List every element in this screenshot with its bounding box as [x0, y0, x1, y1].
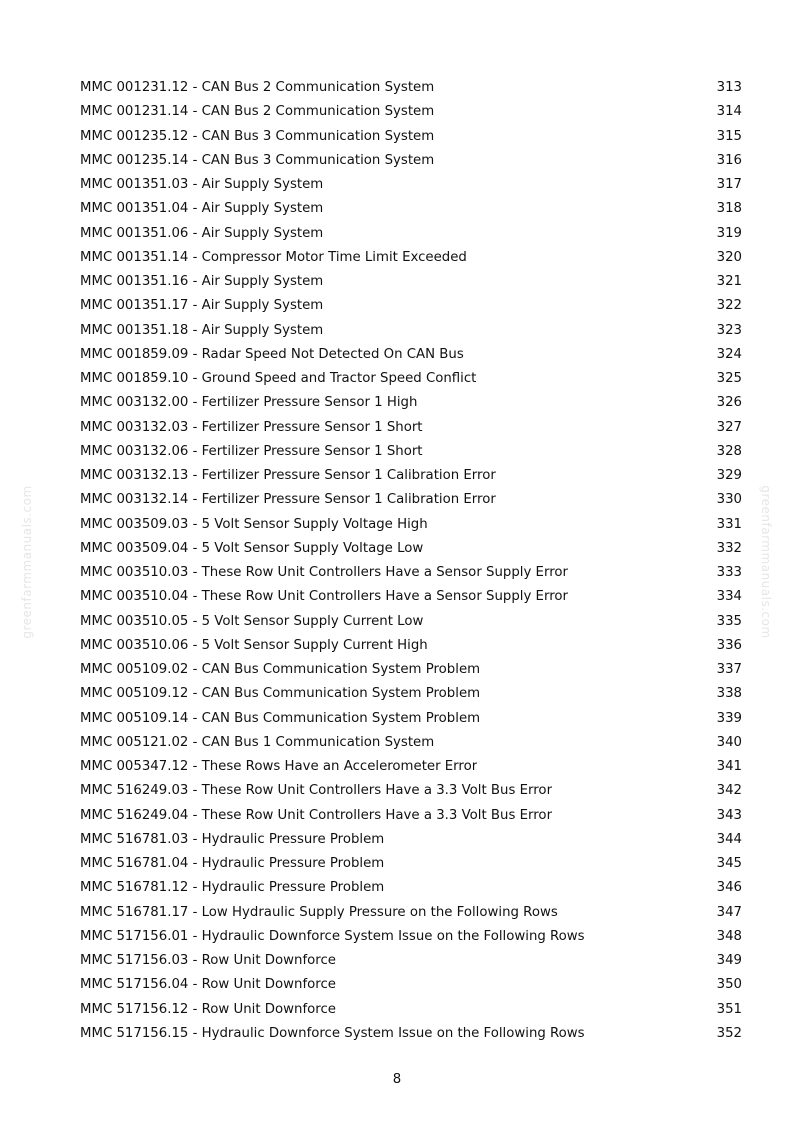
toc-entry-page: 318: [716, 201, 742, 217]
toc-entry[interactable]: [80, 634, 742, 658]
toc-entry-title: MMC 003509.03 - 5 Volt Sensor Supply Voltage High: [80, 516, 428, 532]
toc-entry[interactable]: [80, 464, 742, 488]
toc-entry[interactable]: [80, 876, 742, 900]
toc-entry[interactable]: [80, 901, 742, 925]
toc-entry-title: MMC 516781.17 - Low Hydraulic Supply Pressure on the Following Rows: [80, 904, 558, 920]
toc-entry-title: MMC 516249.04 - These Row Unit Controllers Have a 3.3 Volt Bus Error: [80, 807, 553, 823]
toc-entry[interactable]: [80, 973, 742, 997]
toc-entry-page: 323: [716, 322, 742, 338]
toc-entry[interactable]: [80, 246, 742, 270]
toc-entry-title: MMC 005109.02 - CAN Bus Communication System Problem: [80, 662, 481, 678]
watermark-left: greenfarmmanuals.com: [20, 485, 34, 639]
toc-entry[interactable]: [80, 852, 742, 876]
toc-entry[interactable]: [80, 440, 742, 464]
toc-entry-title: MMC 003132.13 - Fertilizer Pressure Sensor 1 Calibration Error: [80, 468, 496, 484]
toc-entry-page: 329: [716, 468, 742, 484]
toc-entry-page: 328: [716, 443, 742, 459]
toc-entry-page: 339: [716, 710, 742, 726]
toc-entry-page: 331: [716, 516, 742, 532]
toc-entry-title: MMC 517156.04 - Row Unit Downforce: [80, 977, 336, 993]
toc-entry-title: MMC 001351.14 - Compressor Motor Time Limit Exceeded: [80, 249, 467, 265]
toc-entry[interactable]: [80, 343, 742, 367]
toc-entry-title: MMC 001351.04 - Air Supply System: [80, 201, 324, 217]
toc-entry-page: 348: [716, 928, 742, 944]
toc-entry-title: MMC 003132.03 - Fertilizer Pressure Sensor 1 Short: [80, 419, 423, 435]
page-number: 8: [392, 1072, 402, 1087]
toc-entry[interactable]: [80, 804, 742, 828]
toc-entry-page: 342: [716, 783, 742, 799]
toc-entry[interactable]: [80, 319, 742, 343]
toc-entry-title: MMC 003510.04 - These Row Unit Controllers Have a Sensor Supply Error: [80, 589, 568, 605]
toc-entry-page: 343: [716, 807, 742, 823]
toc-entry-page: 346: [716, 880, 742, 896]
toc-entry[interactable]: [80, 149, 742, 173]
toc-entry-title: MMC 001235.12 - CAN Bus 3 Communication System: [80, 128, 435, 144]
toc-entry-page: 325: [716, 371, 742, 387]
toc-entry[interactable]: [80, 488, 742, 512]
toc-entry-page: 319: [716, 225, 742, 241]
toc-entry-page: 351: [716, 1001, 742, 1017]
toc-entry[interactable]: [80, 949, 742, 973]
toc-entry-page: 347: [716, 904, 742, 920]
toc-entry-page: 338: [716, 686, 742, 702]
toc-entry-page: 344: [716, 831, 742, 847]
toc-entry[interactable]: [80, 707, 742, 731]
toc-entry[interactable]: [80, 100, 742, 124]
toc-entry-title: MMC 003509.04 - 5 Volt Sensor Supply Voltage Low: [80, 540, 424, 556]
toc-entry-page: 320: [716, 249, 742, 265]
toc-entry-page: 335: [716, 613, 742, 629]
toc-entry-title: MMC 003510.05 - 5 Volt Sensor Supply Current Low: [80, 613, 424, 629]
toc-entry-page: 322: [716, 298, 742, 314]
toc-entry-page: 333: [716, 565, 742, 581]
toc-entry-title: MMC 516781.12 - Hydraulic Pressure Problem: [80, 880, 385, 896]
toc-entry[interactable]: [80, 779, 742, 803]
toc-entry-title: MMC 005347.12 - These Rows Have an Accelerometer Error: [80, 759, 478, 775]
toc-entry[interactable]: [80, 731, 742, 755]
toc-entry[interactable]: [80, 658, 742, 682]
toc-entry-page: 352: [716, 1025, 742, 1041]
toc-entry-title: MMC 001351.03 - Air Supply System: [80, 177, 324, 193]
toc-entry-page: 337: [716, 662, 742, 678]
toc-entry-title: MMC 001351.16 - Air Supply System: [80, 274, 324, 290]
toc-entry[interactable]: [80, 197, 742, 221]
toc-entry[interactable]: [80, 416, 742, 440]
toc-entry-title: MMC 003132.06 - Fertilizer Pressure Sensor 1 Short: [80, 443, 423, 459]
toc-entry-page: 341: [716, 759, 742, 775]
toc-entry[interactable]: [80, 585, 742, 609]
toc-entry-page: 326: [716, 395, 742, 411]
toc-entry[interactable]: [80, 391, 742, 415]
toc-entry-page: 327: [716, 419, 742, 435]
toc-entry-title: MMC 005109.12 - CAN Bus Communication System Problem: [80, 686, 481, 702]
toc-entry[interactable]: [80, 367, 742, 391]
toc-entry[interactable]: [80, 222, 742, 246]
toc-entry[interactable]: [80, 1022, 742, 1046]
toc-entry-title: MMC 001859.10 - Ground Speed and Tractor Speed Conflict: [80, 371, 477, 387]
toc-entry-title: MMC 001231.12 - CAN Bus 2 Communication System: [80, 80, 435, 96]
toc-entry-title: MMC 003510.06 - 5 Volt Sensor Supply Current High: [80, 637, 428, 653]
toc-entry-title: MMC 001231.14 - CAN Bus 2 Communication System: [80, 104, 435, 120]
toc-entry-title: MMC 001351.17 - Air Supply System: [80, 298, 324, 314]
toc-entry[interactable]: [80, 270, 742, 294]
toc-entry-page: 345: [716, 856, 742, 872]
toc-entry-title: MMC 517156.01 - Hydraulic Downforce System Issue on the Following Rows: [80, 928, 585, 944]
toc-entry[interactable]: [80, 998, 742, 1022]
toc-entry-title: MMC 003132.14 - Fertilizer Pressure Sensor 1 Calibration Error: [80, 492, 496, 508]
toc-entry-page: 324: [716, 346, 742, 362]
toc-entry-title: MMC 005121.02 - CAN Bus 1 Communication System: [80, 734, 435, 750]
toc-entry-title: MMC 516781.03 - Hydraulic Pressure Problem: [80, 831, 385, 847]
toc-entry-title: MMC 517156.12 - Row Unit Downforce: [80, 1001, 336, 1017]
toc-entry-page: 332: [716, 540, 742, 556]
toc-entry[interactable]: [80, 173, 742, 197]
toc-entry-title: MMC 001351.06 - Air Supply System: [80, 225, 324, 241]
toc-entry-page: 315: [716, 128, 742, 144]
toc-entry-page: 313: [716, 80, 742, 96]
toc-entry-title: MMC 001351.18 - Air Supply System: [80, 322, 324, 338]
toc-entry[interactable]: [80, 76, 742, 100]
toc-entry-page: 316: [716, 152, 742, 168]
toc-entry-title: MMC 003510.03 - These Row Unit Controllers Have a Sensor Supply Error: [80, 565, 568, 581]
toc-entry-title: MMC 001859.09 - Radar Speed Not Detected On CAN Bus: [80, 346, 464, 362]
toc-entry-title: MMC 001235.14 - CAN Bus 3 Communication System: [80, 152, 435, 168]
toc-entry-title: MMC 517156.15 - Hydraulic Downforce System Issue on the Following Rows: [80, 1025, 585, 1041]
toc-entry-title: MMC 005109.14 - CAN Bus Communication System Problem: [80, 710, 481, 726]
toc-entry-page: 321: [716, 274, 742, 290]
toc-entry[interactable]: [80, 513, 742, 537]
toc-entry[interactable]: [80, 537, 742, 561]
toc-entry[interactable]: [80, 755, 742, 779]
toc-entry[interactable]: [80, 682, 742, 706]
toc-entry-title: MMC 516249.03 - These Row Unit Controllers Have a 3.3 Volt Bus Error: [80, 783, 553, 799]
toc-entry-page: 340: [716, 734, 742, 750]
toc-entry[interactable]: [80, 294, 742, 318]
toc-entry-page: 314: [716, 104, 742, 120]
toc-entry[interactable]: [80, 561, 742, 585]
toc-entry-page: 350: [716, 977, 742, 993]
toc-entry-page: 334: [716, 589, 742, 605]
toc-entry-title: MMC 003132.00 - Fertilizer Pressure Sensor 1 High: [80, 395, 418, 411]
toc-entry-page: 349: [716, 953, 742, 969]
toc-entry-title: MMC 517156.03 - Row Unit Downforce: [80, 953, 336, 969]
toc-entry-page: 336: [716, 637, 742, 653]
table-of-contents: [80, 76, 742, 1046]
toc-entry[interactable]: [80, 828, 742, 852]
toc-entry[interactable]: [80, 610, 742, 634]
watermark-right: greenfarmmanuals.com: [759, 485, 773, 639]
toc-entry[interactable]: [80, 125, 742, 149]
toc-entry-page: 330: [716, 492, 742, 508]
toc-entry[interactable]: [80, 925, 742, 949]
toc-entry-title: MMC 516781.04 - Hydraulic Pressure Problem: [80, 856, 385, 872]
toc-entry-page: 317: [716, 177, 742, 193]
